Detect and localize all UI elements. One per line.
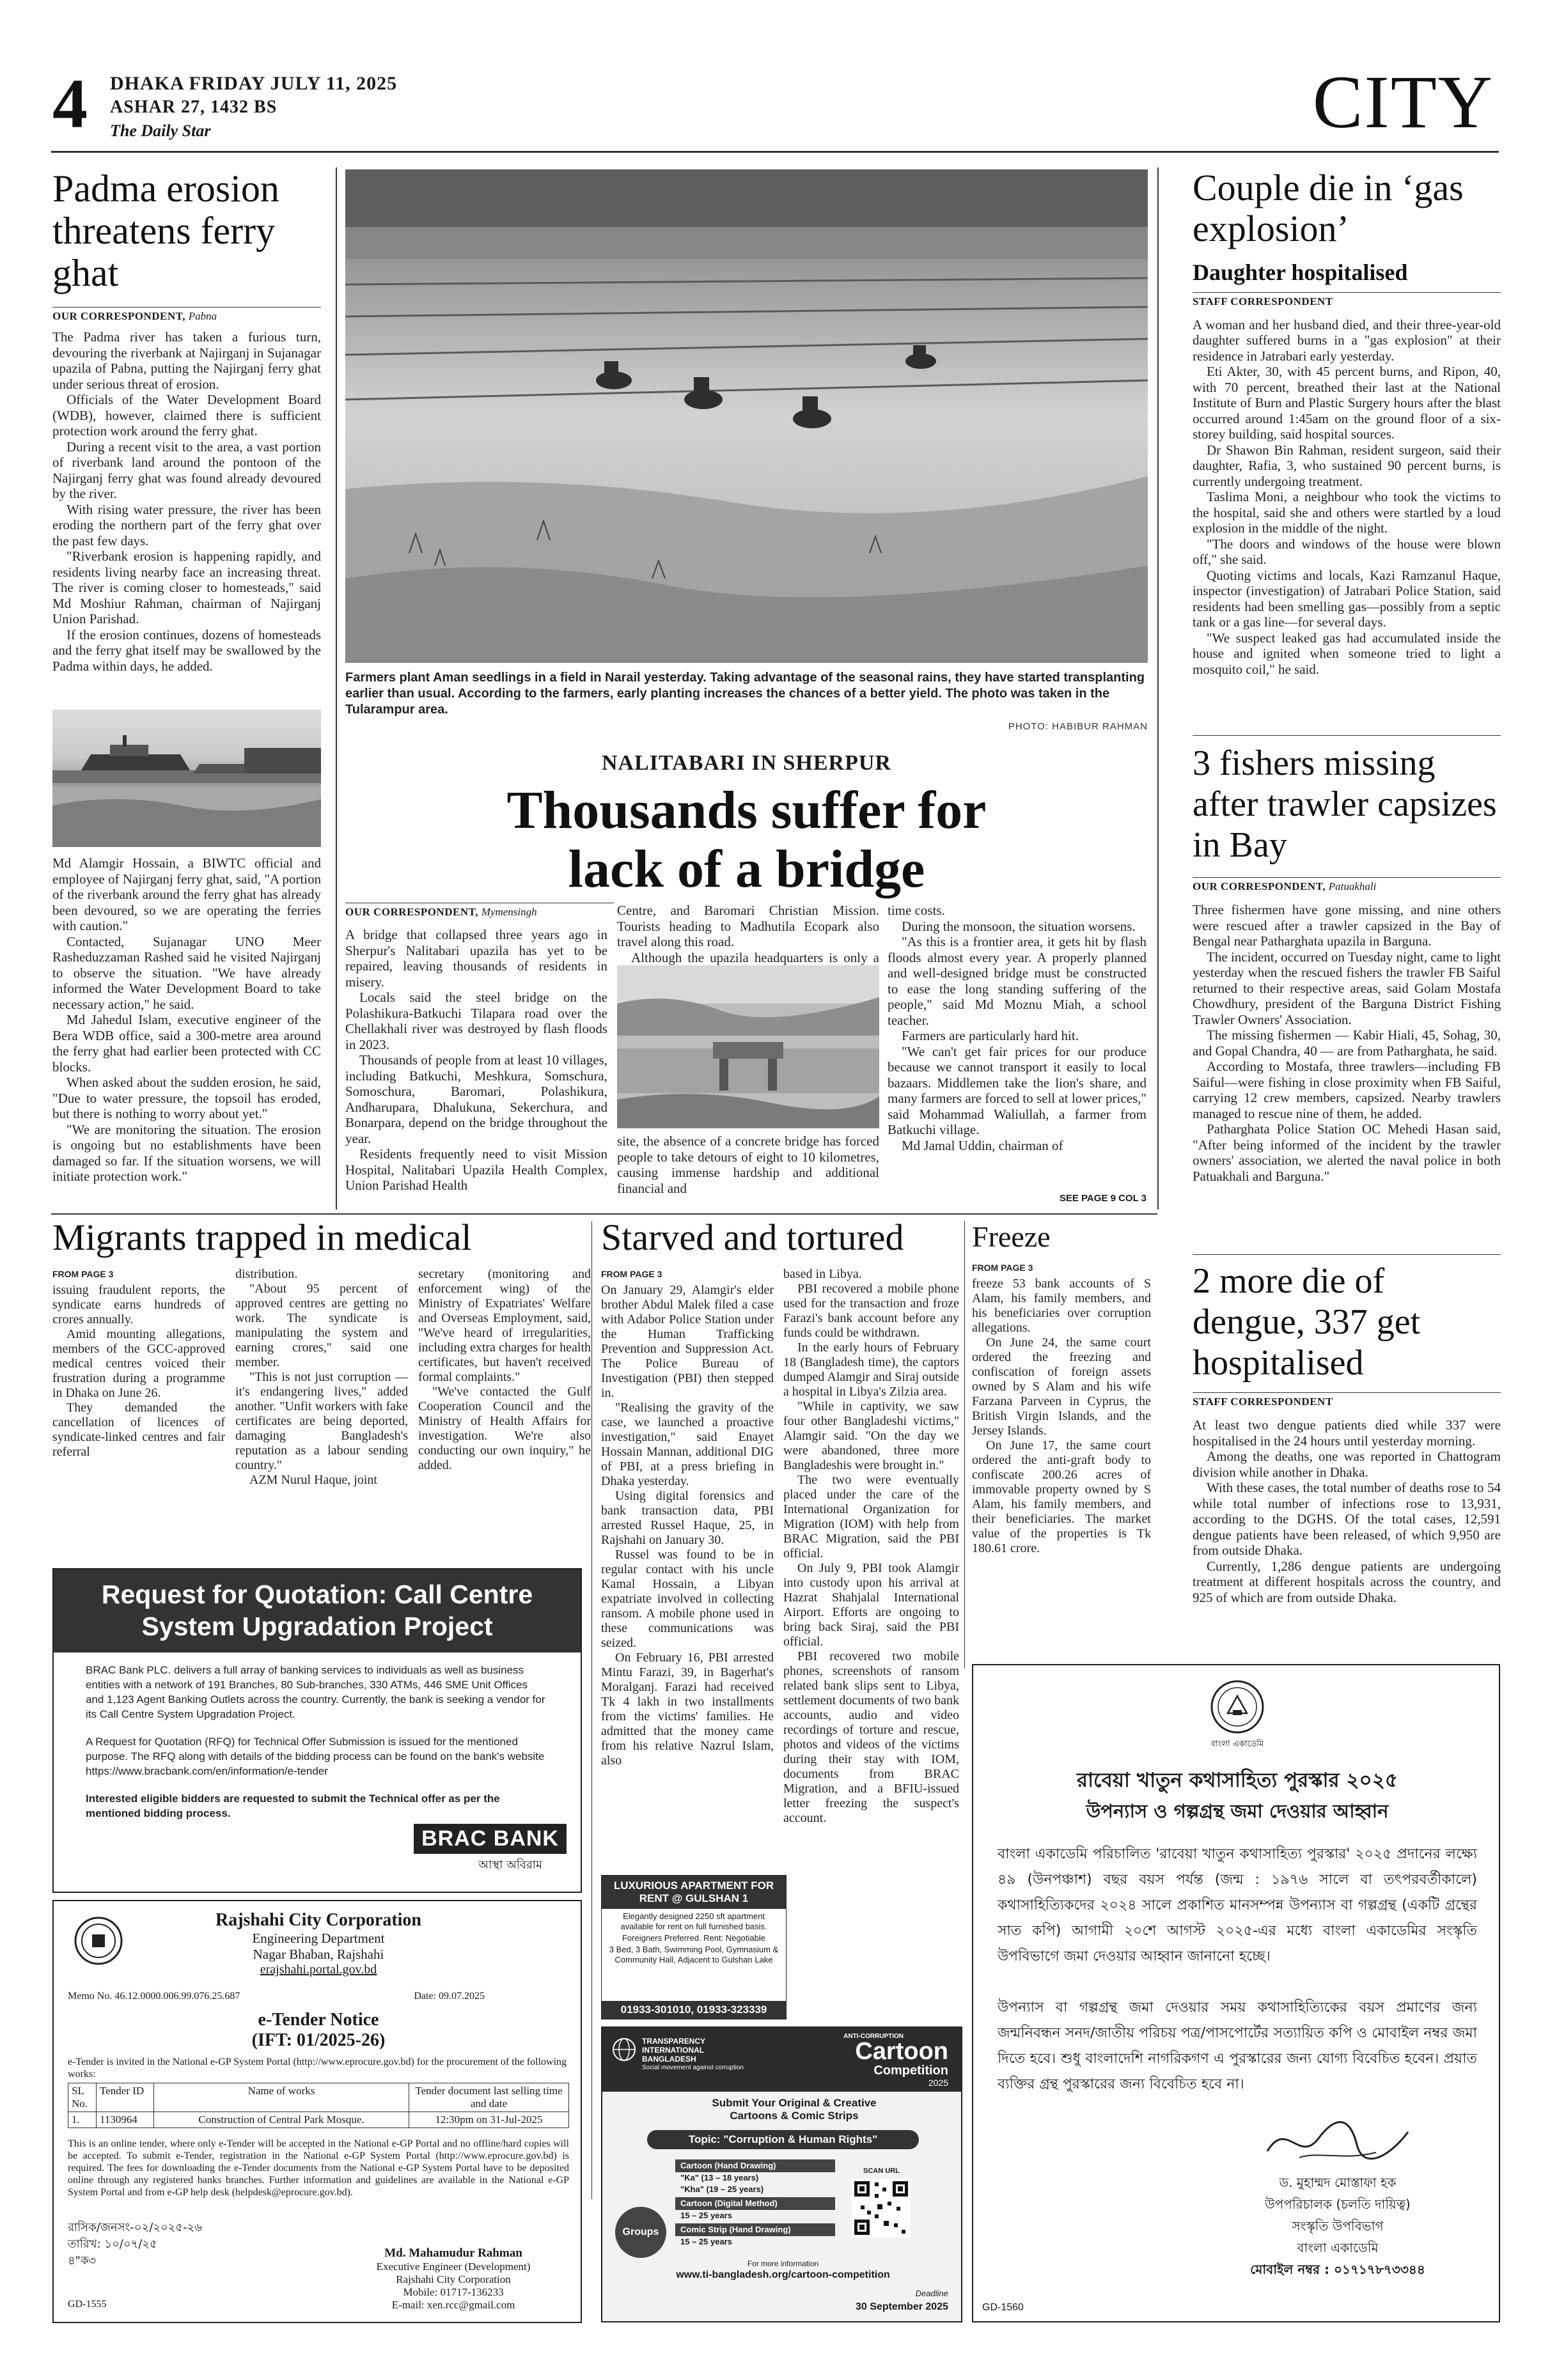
apartment-line-1: Elegantly designed 2250 sft apartment available for rent on full furnished basis. (620, 1911, 767, 1931)
paragraph: Among the deaths, one was reported in Chattogram division while another in Dhaka. (1193, 1449, 1501, 1480)
apartment-ad (601, 1875, 787, 2019)
padma-body-continued (52, 855, 321, 1185)
ti-org-line: INTERNATIONAL (642, 2046, 705, 2055)
paragraph: During a recent visit to the area, a vast portion of riverbank land around the pontoon of the Najirganj ferry ghat was found already devoured by the river. (52, 439, 321, 501)
paragraph: With rising water pressure, the river has been eroding the northern part of the ferry ghat over the past few days. (52, 501, 321, 548)
paragraph: Md Jamal Uddin, chairman of (902, 1137, 1063, 1153)
paragraph: freeze 53 bank accounts of S Alam, his family members, and his beneficiaries over corruption allegations. (972, 1277, 1151, 1335)
brac-tagline: আস্থা অবিরাম (478, 1858, 542, 1872)
paragraph: On June 17, the same court ordered the anti-graft body to confiscate 200.26 acres of immovable property owned by S Alam, his family members, and their beneficiaries. The market value of the properties is Tk 180.61 crore. (972, 1438, 1151, 1555)
bridge-headline: Thousands suffer for lack of a bridge (506, 781, 987, 899)
ti-comp-title (855, 2039, 948, 2088)
page-number: 4 (52, 65, 88, 143)
paragraph: Interested eligible bidders are requested to submit the Technical offer as per the mentioned bidding process. (86, 1793, 500, 1819)
ti-group-item: "Kha" (19 – 25 years) (680, 2184, 764, 2194)
byline-text: OUR CORRESPONDENT, (1193, 880, 1326, 892)
masthead (51, 60, 1499, 147)
apartment-line-2: Foreigners Preferred. Rent: Negotiable (622, 1933, 765, 1943)
paragraph: PBI recovered a mobile phone used for the transaction and froze Farazi's bank account before any funds could be withdrawn. (783, 1282, 959, 1340)
ti-org-name (642, 2037, 744, 2073)
paragraph: According to Mostafa, three trawlers—including FB Saiful—were fishing in close proximity when FB Saiful, carrying 12 crew members, capsized. Nearby trawlers managed to rescue nine of them, he added. (1193, 1059, 1501, 1121)
byline-place: Patuakhali (1328, 880, 1377, 892)
rajshahi-dept: Engineering Department (252, 1931, 385, 1946)
signer-title: Executive Engineer (Development) (376, 2260, 531, 2273)
paragraph: Md Alamgir Hossain, a BIWTC official and employee of Najirganj ferry ghat, said, "A portion of the riverbank around the ferry ghat has already been devoured, so we are operating the ferries with caution." (52, 855, 321, 933)
table-header-row (68, 2083, 569, 2112)
paragraph: distribution. (235, 1267, 298, 1281)
paragraph: The two were eventually placed under the care of the International Organization for Migration (IOM) with help from BRAC Migration, said the PBI official. (783, 1473, 959, 1560)
fishers-byline (1193, 877, 1501, 893)
brac-bank-ad (52, 1568, 582, 1893)
paragraph: Eti Akter, 30, with 45 percent burns, and Ripon, 40, with 70 percent, breathed their last at the National Institute of Burn and Plastic Surgery hours after the blast occurred around 1:45am on the ground floor of a six-storey building, said hospital sources. (1193, 364, 1501, 442)
rajshahi-header (54, 1910, 583, 1977)
paragraph: Quoting victims and locals, Kazi Ramzanul Haque, inspector (investigation) of Jatrabari Police Station, said residents had been smelling gas—possibly from a septic tank or a gas line—for several days. (1193, 567, 1501, 630)
paragraph: "We are monitoring the situation. The erosion is ongoing but no establishments have been damaged so far. If the situation worsens, we will initiate protection work." (52, 1121, 321, 1184)
paragraph: Contacted, Sujanagar UNO Meer Rasheduzzaman Rashed said he visited Najirganj to observe the situation. "We have already informed the Water Development Board to take necessary action," he said. (52, 933, 321, 1012)
rajshahi-address: Nagar Bhaban, Rajshahi (253, 1947, 384, 1962)
brac-ad-title: Request for Quotation: Call Centre System Upgradation Project (101, 1580, 533, 1641)
ti-group-item: 15 – 25 years (680, 2237, 732, 2246)
paper-name-logo: The Daily Star (110, 121, 211, 140)
main-photo-caption: Farmers plant Aman seedlings in a field in Narail yesterday. Taking advantage of the seasonal rains, they have started transplanting earlier than usual. According to the farmers, early planting increases the chances of a better yield. The photo was taken in the Tularampur area. (345, 671, 1145, 717)
paragraph: Centre, and Baromari Christian Mission. Tourists heading to Madhutila Ecopark also travel along this road. (617, 903, 879, 949)
ti-groups-label: Groups (615, 2207, 666, 2258)
paragraph: The Padma river has taken a furious turn, devouring the riverbank at Najirganj in Sujanagar upazila of Pabna, putting the Najirganj ferry ghat under serious threat of erosion. (52, 329, 321, 392)
ti-more-info: For more information (747, 2259, 819, 2268)
ti-cartoon-ad (601, 2026, 962, 2322)
ti-group-item: 15 – 25 years (680, 2211, 732, 2220)
paragraph: secretary (monitoring and enforcement wing) of the Ministry of Expatriates' Welfare and Overseas Employment, said, "We've heard of irregularities, including extra charges for health certificates, but haven't received formal complaints." (418, 1267, 591, 1384)
rajshahi-ref-2: তারিখ: ১০/০৭/২৫ (68, 2237, 157, 2251)
paragraph: If the erosion continues, dozens of homesteads and the ferry ghat itself may be swallowed by the Padma within days, he added. (52, 626, 321, 674)
rajshahi-title: e-Tender Notice (258, 2010, 379, 2030)
main-photo-farmers (345, 169, 1148, 663)
paragraph: "Realising the gravity of the case, we launched a proactive investigation," said Enayet Hossain Mannan, additional DIG of PBI, at a press briefing in Dhaka yesterday. (601, 1401, 774, 1488)
bangla-ad-para-1: বাংলা একাডেমি পরিচালিত 'রাবেয়া খাতুন কথাসাহিত্য পুরস্কার' ২০২৫ প্রদানের লক্ষ্যে ৪৯ (উনপঞ্চাশ) বছর বয়স পর্যন্ত (জন্ম : ১৯৭৬ সালে বা তৎপরবর্তীকালে) কথাসাহিত্যিকদের ২০২৪ সালে প্রকাশিত মানসম্পন্ন উপন্যাস বা গল্পগ্রন্থ (একটি গ্রন্থের সাত কপি) আগামী ২০শে আগস্ট ২০২৫-এর মধ্যে বাংলা একাডেমির সংস্কৃতি উপবিভাগে জমা দেওয়ার আহ্বান জানানো হচ্ছে। (998, 1846, 1477, 1964)
right-divider-2 (1193, 1254, 1501, 1255)
brac-ad-title-bar (54, 1569, 581, 1653)
ti-groups-list (675, 2159, 835, 2248)
dengue-body (1193, 1417, 1501, 1605)
padma-byline (52, 307, 321, 323)
ti-anti-label: ANTI-CORRUPTION (843, 2033, 904, 2040)
paragraph: "We've contacted the Gulf Cooperation Council and the Ministry of Health Affairs for investigation. We're also conducting our own inquiry," he added. (418, 1385, 591, 1472)
ti-submit-text: Submit Your Original & Creative Cartoons & Comic Strips (712, 2097, 877, 2122)
rajshahi-note: This is an online tender, where only e-Tender will be accepted in the National e-GP Portal and no offline/hard copies will be accepted. To submit e-Tender, registration in the National e-GP System Portal (http://www.eprocure.gov.bd) is required. The fees for downloading the e-Tender documents from the National e-GP System Portal have to be deposited online through any registered banks branches. Further information and guidelines are available in the National e-GP System Portal and from e-GP help desk (helpdesk@eprocure.gov.bd). (68, 2138, 569, 2198)
paragraph: site, the absence of a concrete bridge has forced people to take detours of eight to 10 kilometres, causing immense hardship and additional financial and (617, 1133, 879, 1196)
paragraph: Currently, 1,286 dengue patients are undergoing treatment at different hospitals across the country, and 925 of which are from outside Dhaka. (1193, 1558, 1501, 1605)
paragraph: "Riverbank erosion is happening rapidly, and residents living nearby face an increasing threat. The river is coming closer to homesteads," said Md Moshiur Rahman, chairman of Najirganj Union Parishad. (52, 548, 321, 626)
bangla-sign-block (1216, 2172, 1459, 2280)
paragraph: AZM Nurul Haque, joint (249, 1473, 377, 1487)
sign-title: উপপরিচালক (চলতি দায়িত্ব) (1265, 2197, 1411, 2212)
apartment-title: LUXURIOUS APARTMENT FOR RENT @ GULSHAN 1 (602, 1876, 786, 1909)
couple-headline: Couple die in ‘gas explosion’ (1193, 167, 1464, 249)
paragraph: On February 16, PBI arrested Mintu Farazi, 39, in Bagerhat's Moralganj. Farazi had received Tk 4 lakh in two installments from the victims' families. He admitted that the money came from his relative Nazrul Islam, also (601, 1651, 774, 1768)
migrants-col1 (52, 1267, 225, 1459)
couple-story (1193, 167, 1501, 677)
migrants-col3 (418, 1267, 591, 1473)
bangla-date: ASHAR 27, 1432 BS (110, 97, 278, 117)
ferry-photo-art (52, 710, 321, 847)
bangla-gd: GD-1560 (982, 2302, 1024, 2313)
signer-mobile: Mobile: 01717-136233 (403, 2286, 504, 2298)
rajshahi-date: Date: 09.07.2025 (414, 1991, 485, 2002)
broken-bridge-photo (617, 965, 879, 1128)
paragraph: On July 9, PBI took Alamgir into custody upon his arrival at Hazrat Shahjalal International Airport. Efforts are ongoing to bring back Siraj, said the PBI official. (783, 1561, 959, 1649)
dengue-headline: 2 more die of dengue, 337 get hospitalised (1193, 1261, 1421, 1383)
paragraph: "About 95 percent of approved centres are getting no work. The syndicate is manipulating the system and earning crores," said one member. (235, 1282, 408, 1369)
byline-text: OUR CORRESPONDENT, (345, 906, 478, 918)
paragraph: Dr Shawon Bin Rahman, resident surgeon, said their daughter, Rafia, 3, who sustained 90 percent burns, is currently undergoing treatment. (1193, 442, 1501, 489)
paragraph: On June 24, the same court ordered the freezing and confiscation of foreign assets owned by S Alam and his wife Farzana Parveen in Cyprus, the British Virgin Islands, and the Jersey Islands. (972, 1335, 1151, 1438)
byline-place: Mymensingh (481, 906, 537, 918)
paragraph: Using digital forensics and bank transaction data, PBI arrested Russel Haque, 25, in Rajshahi on January 30. (601, 1489, 774, 1547)
rule-migrants-starved (591, 1221, 592, 2199)
paragraph: "While in captivity, we saw four other Bangladeshi victims," Alamgir said. "On the day we were abandoned, three more Bangladeshis were brought in." (783, 1399, 959, 1472)
couple-body (1193, 317, 1501, 678)
ti-deadline: 30 September 2025 (856, 2301, 948, 2312)
rajshahi-intro: e-Tender is invited in the National e-GP System Portal (http://www.eprocure.gov.bd) for the procurement of the following works: (68, 2057, 567, 2080)
sign-org: বাংলা একাডেমি (1297, 2240, 1379, 2255)
paragraph: Patharghata Police Station OC Mehedi Hasan said, "After being informed of the incident by the trawler owners' association, we alerted the naval police in both Patuakhali and Barguna." (1193, 1121, 1501, 1184)
table-header: Tender ID (97, 2083, 154, 2112)
ti-scan-label: SCAN URL (863, 2167, 900, 2175)
couple-subhead: Daughter hospitalised (1193, 260, 1408, 285)
paragraph: "As this is a frontier area, it gets hit by flash floods almost every year. A properly planned and well-designed bridge must be constructed to ease the long standing suffering of the people," said Md Moznu Miah, a school teacher. (888, 934, 1147, 1028)
bangla-academy-ad (972, 1664, 1500, 2322)
rule-left (336, 167, 337, 1209)
paragraph: "We can't get fair prices for our produce because we cannot transport it easily to local bazaars. Middlemen take the lion's share, and many farmers are forced to sell at lower prices," said Mohammad Waliullah, a farmer from Batkuchi village. (888, 1043, 1147, 1137)
fishers-story (1193, 743, 1501, 1184)
ti-group-title: Comic Strip (Hand Drawing) (675, 2223, 835, 2236)
bangla-ad-subtitle: উপন্যাস ও গল্পগ্রন্থ জমা দেওয়ার আহ্বান (1086, 1800, 1389, 1822)
couple-byline: STAFF CORRESPONDENT (1193, 292, 1501, 308)
paragraph: Amid mounting allegations, members of the GCC-approved medical centres voiced their frustration during a programme in Dhaka on June 26. (52, 1327, 225, 1400)
table-header: SL No. (68, 2083, 97, 2112)
starved-col1 (601, 1267, 774, 1768)
rajshahi-ref-3: ৪"ক৩ (68, 2254, 97, 2267)
from-page-label: FROM PAGE 3 (52, 1269, 114, 1279)
from-page-label: FROM PAGE 3 (972, 1263, 1033, 1273)
paragraph: "We suspect leaked gas had accumulated inside the house and ignited when someone tried to light a mosquito coil," he said. (1193, 630, 1501, 677)
table-cell: 1. (68, 2112, 97, 2128)
table-header: Tender document last selling time and date (409, 2083, 569, 2112)
brac-ad-body (54, 1653, 581, 1831)
rajshahi-tender-table (68, 2083, 569, 2128)
rajshahi-table-wrap (68, 2083, 569, 2128)
section-title: CITY (1312, 60, 1494, 144)
dateline: DHAKA FRIDAY JULY 11, 2025 (110, 73, 398, 94)
table-header: Name of works (154, 2083, 409, 2112)
paragraph: Residents frequently need to visit Mission Hospital, Nalitabari Upazila Health Complex, Union Parishad Health (345, 1146, 607, 1193)
ti-org-line: BANGLADESH (642, 2055, 696, 2064)
bridge-col3 (888, 903, 1147, 1153)
paragraph: Thousands of people from at least 10 villages, including Batkuchi, Meshkura, Somschura, Somoschura, Baromari, Polashikura, Andharupara, Dhalukuna, Sekerchura, and Bonarpara, depend on the bridge throughout the year. (345, 1052, 607, 1146)
bridge-byline (345, 903, 614, 919)
bridge-jump-link[interactable]: SEE PAGE 9 COL 3 (1059, 1193, 1147, 1204)
ti-group-title: Cartoon (Digital Method) (675, 2197, 835, 2210)
apartment-phone: 01933-301010, 01933-323339 (602, 2001, 786, 2019)
migrants-headline: Migrants trapped in medical (52, 1217, 472, 1258)
paragraph: based in Libya. (783, 1267, 862, 1281)
rajshahi-ref-1: রাসিক/জনসং-০২/২০২৫-২৬ (68, 2221, 202, 2234)
sign-name: ড. মুহাম্মদ মোস্তাফা হক (1279, 2175, 1397, 2190)
signer-name: Md. Mahamudur Rahman (384, 2246, 522, 2260)
paragraph: The incident, occurred on Tuesday night, came to light yesterday when the rescued fishers the trawler FB Saiful returned to their respective areas, said Golam Mostafa Chowdhury, president of the Barguna District Fishing Trawler Owners' Association. (1193, 949, 1501, 1027)
paragraph: issuing fraudulent reports, the syndicate earns hundreds of crores annually. (52, 1283, 225, 1326)
table-cell: 1130964 (97, 2112, 154, 2128)
paragraph: With these cases, the total number of deaths rose to 54 while total number of infections rose to 13,931, according to the DGHS. Of the total cases, 12,591 dengue patients have been released, of which 9,950 are from outside Dhaka. (1193, 1480, 1501, 1558)
ti-comp-word: Cartoon (855, 2038, 948, 2065)
rajshahi-memo: Memo No. 46.12.0000.006.99.076.25.687 (68, 1991, 240, 2002)
rajshahi-signature-block (335, 2246, 572, 2312)
paragraph: "The doors and windows of the house were blown off," she said. (1193, 536, 1501, 568)
byline-place: Pabna (188, 310, 217, 322)
paragraph: time costs. (888, 903, 945, 918)
rule-starved-freeze (964, 1221, 965, 1668)
dengue-story (1193, 1261, 1501, 1605)
paragraph: Farmers are particularly hard hit. (902, 1028, 1079, 1043)
freeze-headline: Freeze (972, 1220, 1051, 1253)
dengue-byline: STAFF CORRESPONDENT (1193, 1392, 1501, 1408)
farmers-photo-art (345, 169, 1148, 663)
paragraph: When asked about the sudden erosion, he said, "Due to water pressure, the topsoil has eroded, but there is nothing to worry about yet." (52, 1075, 321, 1121)
padma-headline: Padma erosion threatens ferry ghat (52, 167, 279, 294)
table-row (68, 2112, 569, 2128)
lower-rule (51, 1213, 1157, 1215)
ti-org-line: TRANSPARENCY (642, 2037, 706, 2046)
paragraph: PBI recovered two mobile phones, screenshots of ransom related bank slips sent to Libya, settlement documents of two bank accounts, audio and video recordings of torture and rescue, photos and videos of the victims during their stay with IOM, documents from BRAC Migration, and a BFIU-issued letter freezing the suspect's account. (783, 1649, 959, 1825)
migrants-col2 (235, 1267, 408, 1488)
apartment-line-3: 3 Bed, 3 Bath, Swimming Pool, Gymnasium & Community Hall, Adjacent to Gulshan Lake (609, 1945, 779, 1964)
paragraph: In the early hours of February 18 (Bangladesh time), the captors dumped Alamgir and Siraj outside a hospital in Libya's Zilzia area. (783, 1341, 959, 1399)
freeze-col (972, 1261, 1151, 1556)
bridge-col1 (345, 927, 607, 1194)
signer-org: Rajshahi City Corporation (396, 2273, 511, 2285)
rajshahi-ift: (IFT: 01/2025-26) (251, 2030, 386, 2050)
paragraph: Md Jahedul Islam, executive engineer of the Bera WDB office, said a 300-metre area around the ferry ghat had earlier been protected with CC blocks. (52, 1012, 321, 1075)
ti-deadline-label: Deadline (915, 2289, 948, 2298)
ti-org-tag: Social movement against corruption (642, 2064, 744, 2071)
byline-text: OUR CORRESPONDENT, (52, 310, 185, 322)
sign-mobile: মোবাইল নম্বর : ০১৭১৭৮৭৩৩৪৪ (1250, 2262, 1425, 2277)
bangla-ad-para-2: উপন্যাস বা গল্পগ্রন্থ জমা দেওয়ার সময় কথাসাহিত্যিকের বয়স প্রমাণের জন্য জন্মনিবন্ধন সনদ/জাতীয় পরিচয় পত্র/পাসপোর্টের সত্যায়িত কপি ও মোবাইল নম্বর জমা দিতে হবে। শুধু বাংলাদেশি নাগরিকগণ এ পুরস্কারের জন্য যোগ্য বিবেচিত হবেন। প্রয়াত ব্যক্তির গ্রন্থ পুরস্কারের জন্য বিবেচিত হবে না। (998, 2000, 1477, 2092)
paragraph: At least two dengue patients died while 337 were hospitalised in the 24 hours until yesterday morning. (1193, 1417, 1501, 1449)
ti-group-item: "Ka" (13 – 18 years) (680, 2173, 759, 2182)
paragraph: Officials of the Water Development Board (WDB), however, claimed there is sufficient protection work around the ferry ghat. (52, 392, 321, 439)
paragraph: The missing fishermen — Kabir Hiali, 45, Sohag, 30, and Gopal Chandra, 40 — are from Patharghata, he said. (1193, 1027, 1501, 1059)
paragraph: BRAC Bank PLC. delivers a full array of banking services to individuals as well as business entities with a network of 191 Branches, 80 Sub-branches, 330 ATMs, 446 SME Unit Offices and 1,123 Agent Banking Outlets across the country. Currently, the bank is seeking a vendor for its Call Centre System Upgradation Project. (86, 1664, 545, 1720)
signature-icon (1261, 2113, 1414, 2170)
ti-comp-year: 2025 (928, 2078, 948, 2088)
ti-group-title: Cartoon (Hand Drawing) (675, 2159, 835, 2172)
paragraph: A Request for Quotation (RFQ) for Technical Offer Submission is issued for the mentioned purpose. The RFQ along with details of the bidding process can be found on the bank's website https://www.bracbank.com/en/information/e-tender (86, 1736, 545, 1777)
table-cell: Construction of Central Park Mosque. (154, 2112, 409, 2128)
fishers-body (1193, 902, 1501, 1184)
starved-headline: Starved and tortured (601, 1217, 904, 1258)
paragraph: Taslima Moni, a neighbour who took the victims to the hospital, said she and others were startled by a loud explosion in the middle of the night. (1193, 489, 1501, 536)
table-cell: 12:30pm on 31-Jul-2025 (409, 2112, 569, 2128)
paragraph: A woman and her husband died, and their three-year-old daughter suffered burns in a "gas explosion" at their residence in Jatrabari early yesterday. (1193, 316, 1501, 364)
signer-email-link[interactable]: E-mail: xen.rcc@gmail.com (391, 2299, 515, 2311)
paragraph: During the monsoon, the situation worsens. (902, 918, 1136, 934)
padma-story (52, 167, 321, 674)
sign-dept: সংস্কৃতি উপবিভাগ (1292, 2218, 1384, 2234)
bridge-col2-bottom (617, 1133, 879, 1196)
rule-right (1157, 167, 1159, 1209)
paragraph: Russel was found to be in regular contact with his uncle Kamal Hossain, a Libyan expatriate involved in collecting ransom. A mobile phone used in these communications was seized. (601, 1548, 774, 1650)
seal-label: বাংলা একাডেমি (1210, 1739, 1264, 1749)
brac-bank-logo: BRAC BANK (414, 1824, 567, 1854)
bridge-photo-art (617, 965, 879, 1128)
paragraph: Three fishermen have gone missing, and nine others were rescued after a trawler capsized in the Bay of Bengal near Patharghata upazila in Barguna. (1193, 902, 1501, 949)
paragraph: Locals said the steel bridge on the Polashikura-Batkuchi Tilapara road over the Chellakhali river was destroyed by flash floods in 2023. (345, 990, 607, 1052)
main-photo-credit: PHOTO: HABIBUR RAHMAN (1008, 721, 1148, 732)
rajshahi-tender-notice (52, 1900, 582, 2323)
starved-col2 (783, 1267, 959, 1826)
paragraph: On January 29, Alamgir's elder brother Abdul Malek filed a case with Adabor Police Station under the Human Trafficking Prevention and Suppression Act. The Police Bureau of Investigation (PBI) then stepped in. (601, 1283, 774, 1400)
ti-comp-word: Competition (873, 2064, 948, 2078)
rajshahi-org: Rajshahi City Corporation (215, 1910, 421, 1930)
ti-url-link[interactable]: www.ti-bangladesh.org/cartoon-competition (676, 2269, 890, 2280)
masthead-rule (51, 151, 1499, 153)
right-divider-1 (1193, 735, 1501, 736)
padma-body (52, 329, 321, 674)
paragraph: They demanded the cancellation of licences of syndicate-linked centres and fair referral (52, 1401, 225, 1459)
from-page-label: FROM PAGE 3 (601, 1269, 662, 1279)
ferry-ghat-photo (52, 710, 321, 847)
globe-icon (611, 2037, 637, 2062)
bridge-kicker: NALITABARI IN SHERPUR (602, 751, 891, 775)
ti-topic: Topic: "Corruption & Human Rights" (647, 2130, 919, 2149)
rajshahi-site-link[interactable]: erajshahi.portal.gov.bd (260, 1963, 377, 1977)
bangla-ad-title: রাবেয়া খাতুন কথাসাহিত্য পুরস্কার ২০২৫ (1077, 1769, 1398, 1792)
fishers-headline: 3 fishers missing after trawler capsizes in Bay (1193, 743, 1497, 865)
bridge-byline-wrap (345, 903, 614, 919)
bangla-academy-seal-icon (1209, 1678, 1266, 1736)
rajshahi-gd: GD-1555 (68, 2299, 107, 2310)
paragraph: Although the upazila headquarters is only a (631, 949, 879, 965)
qr-code-icon[interactable] (852, 2179, 911, 2237)
paragraph: A bridge that collapsed three years ago in Sherpur's Nalitabari upazila has yet to be repaired, leaving thousands of residents in misery. (345, 927, 607, 990)
paragraph: "This is not just corruption — it's endangering lives," added another. "Unfit workers with fake certificates are being deported, damaging Bangladesh's reputation as a labour sending country." (235, 1370, 408, 1472)
